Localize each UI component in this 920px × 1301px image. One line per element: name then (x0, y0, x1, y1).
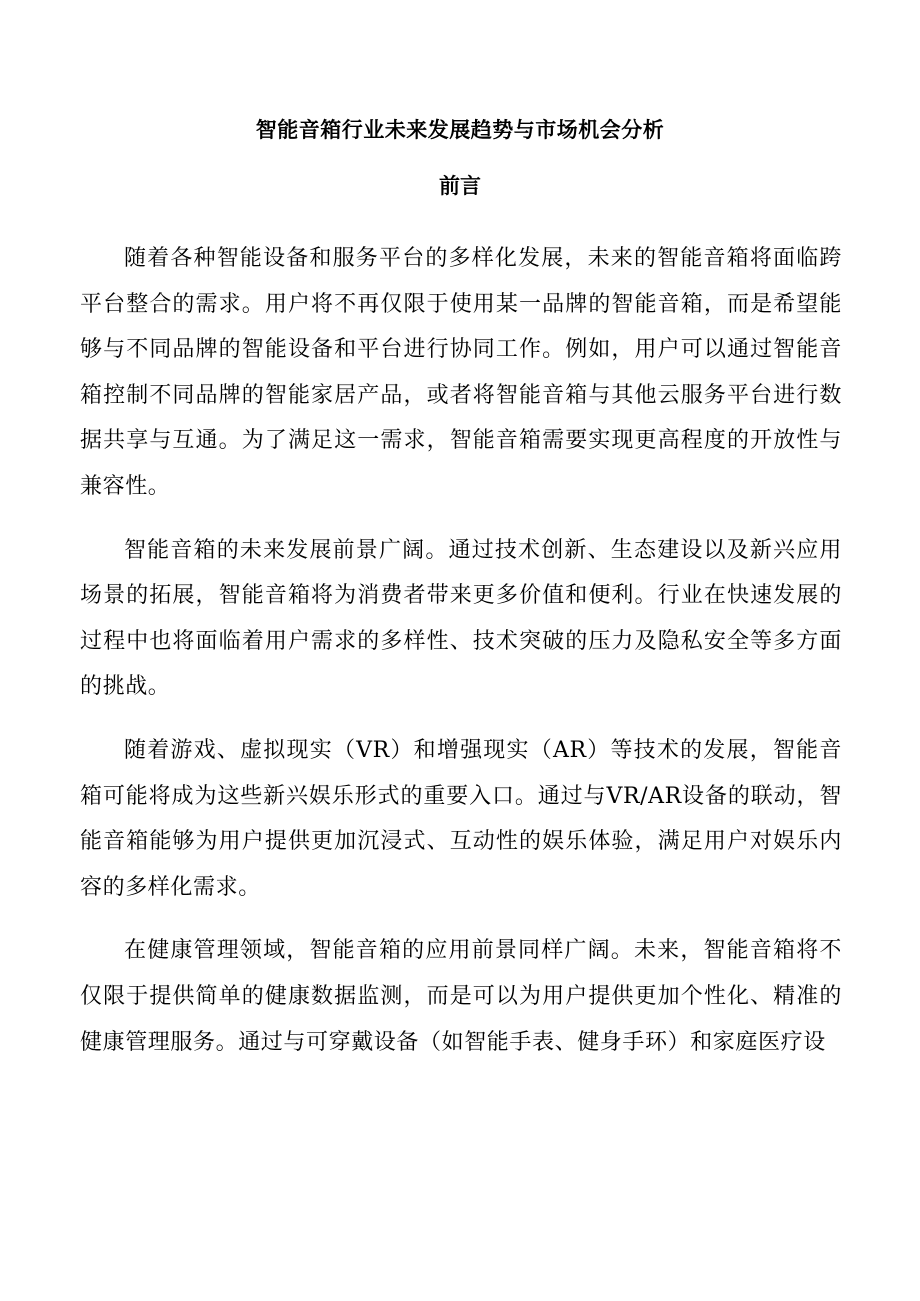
paragraph-1: 随着各种智能设备和服务平台的多样化发展，未来的智能音箱将面临跨平台整合的需求。用户将不再仅限于使用某一品牌的智能音箱，而是希望能够与不同品牌的智能设备和平台进行协同工作。例如，用户可以通过智能音箱控制不同品牌的智能家居产品，或者将智能音箱与其他云服务平台进行数据共享与互通。为了满足这一需求，智能音箱需要实现更高程度的开放性与兼容性。 (80, 246, 842, 499)
paragraph-3: 随着游戏、虚拟现实（VR）和增强现实（AR）等技术的发展，智能音箱可能将成为这些新兴娱乐形式的重要入口。通过与VR/AR设备的联动，智能音箱能够为用户提供更加沉浸式、互动性的娱乐体验，满足用户对娱乐内容的多样化需求。 (80, 737, 842, 900)
document-title: 智能音箱行业未来发展趋势与市场机会分析 (255, 117, 665, 142)
document-body (80, 236, 842, 1083)
paragraph-4: 在健康管理领域，智能音箱的应用前景同样广阔。未来，智能音箱将不仅限于提供简单的健康数据监测，而是可以为用户提供更加个性化、精准的健康管理服务。通过与可穿戴设备（如智能手表、健身手环）和家庭医疗设 (80, 938, 842, 1055)
paragraph-2: 智能音箱的未来发展前景广阔。通过技术创新、生态建设以及新兴应用场景的拓展，智能音箱将为消费者带来更多价值和便利。行业在快速发展的过程中也将面临着用户需求的多样性、技术突破的压力及隐私安全等多方面的挑战。 (80, 537, 842, 700)
section-heading-preface: 前言 (439, 173, 481, 198)
